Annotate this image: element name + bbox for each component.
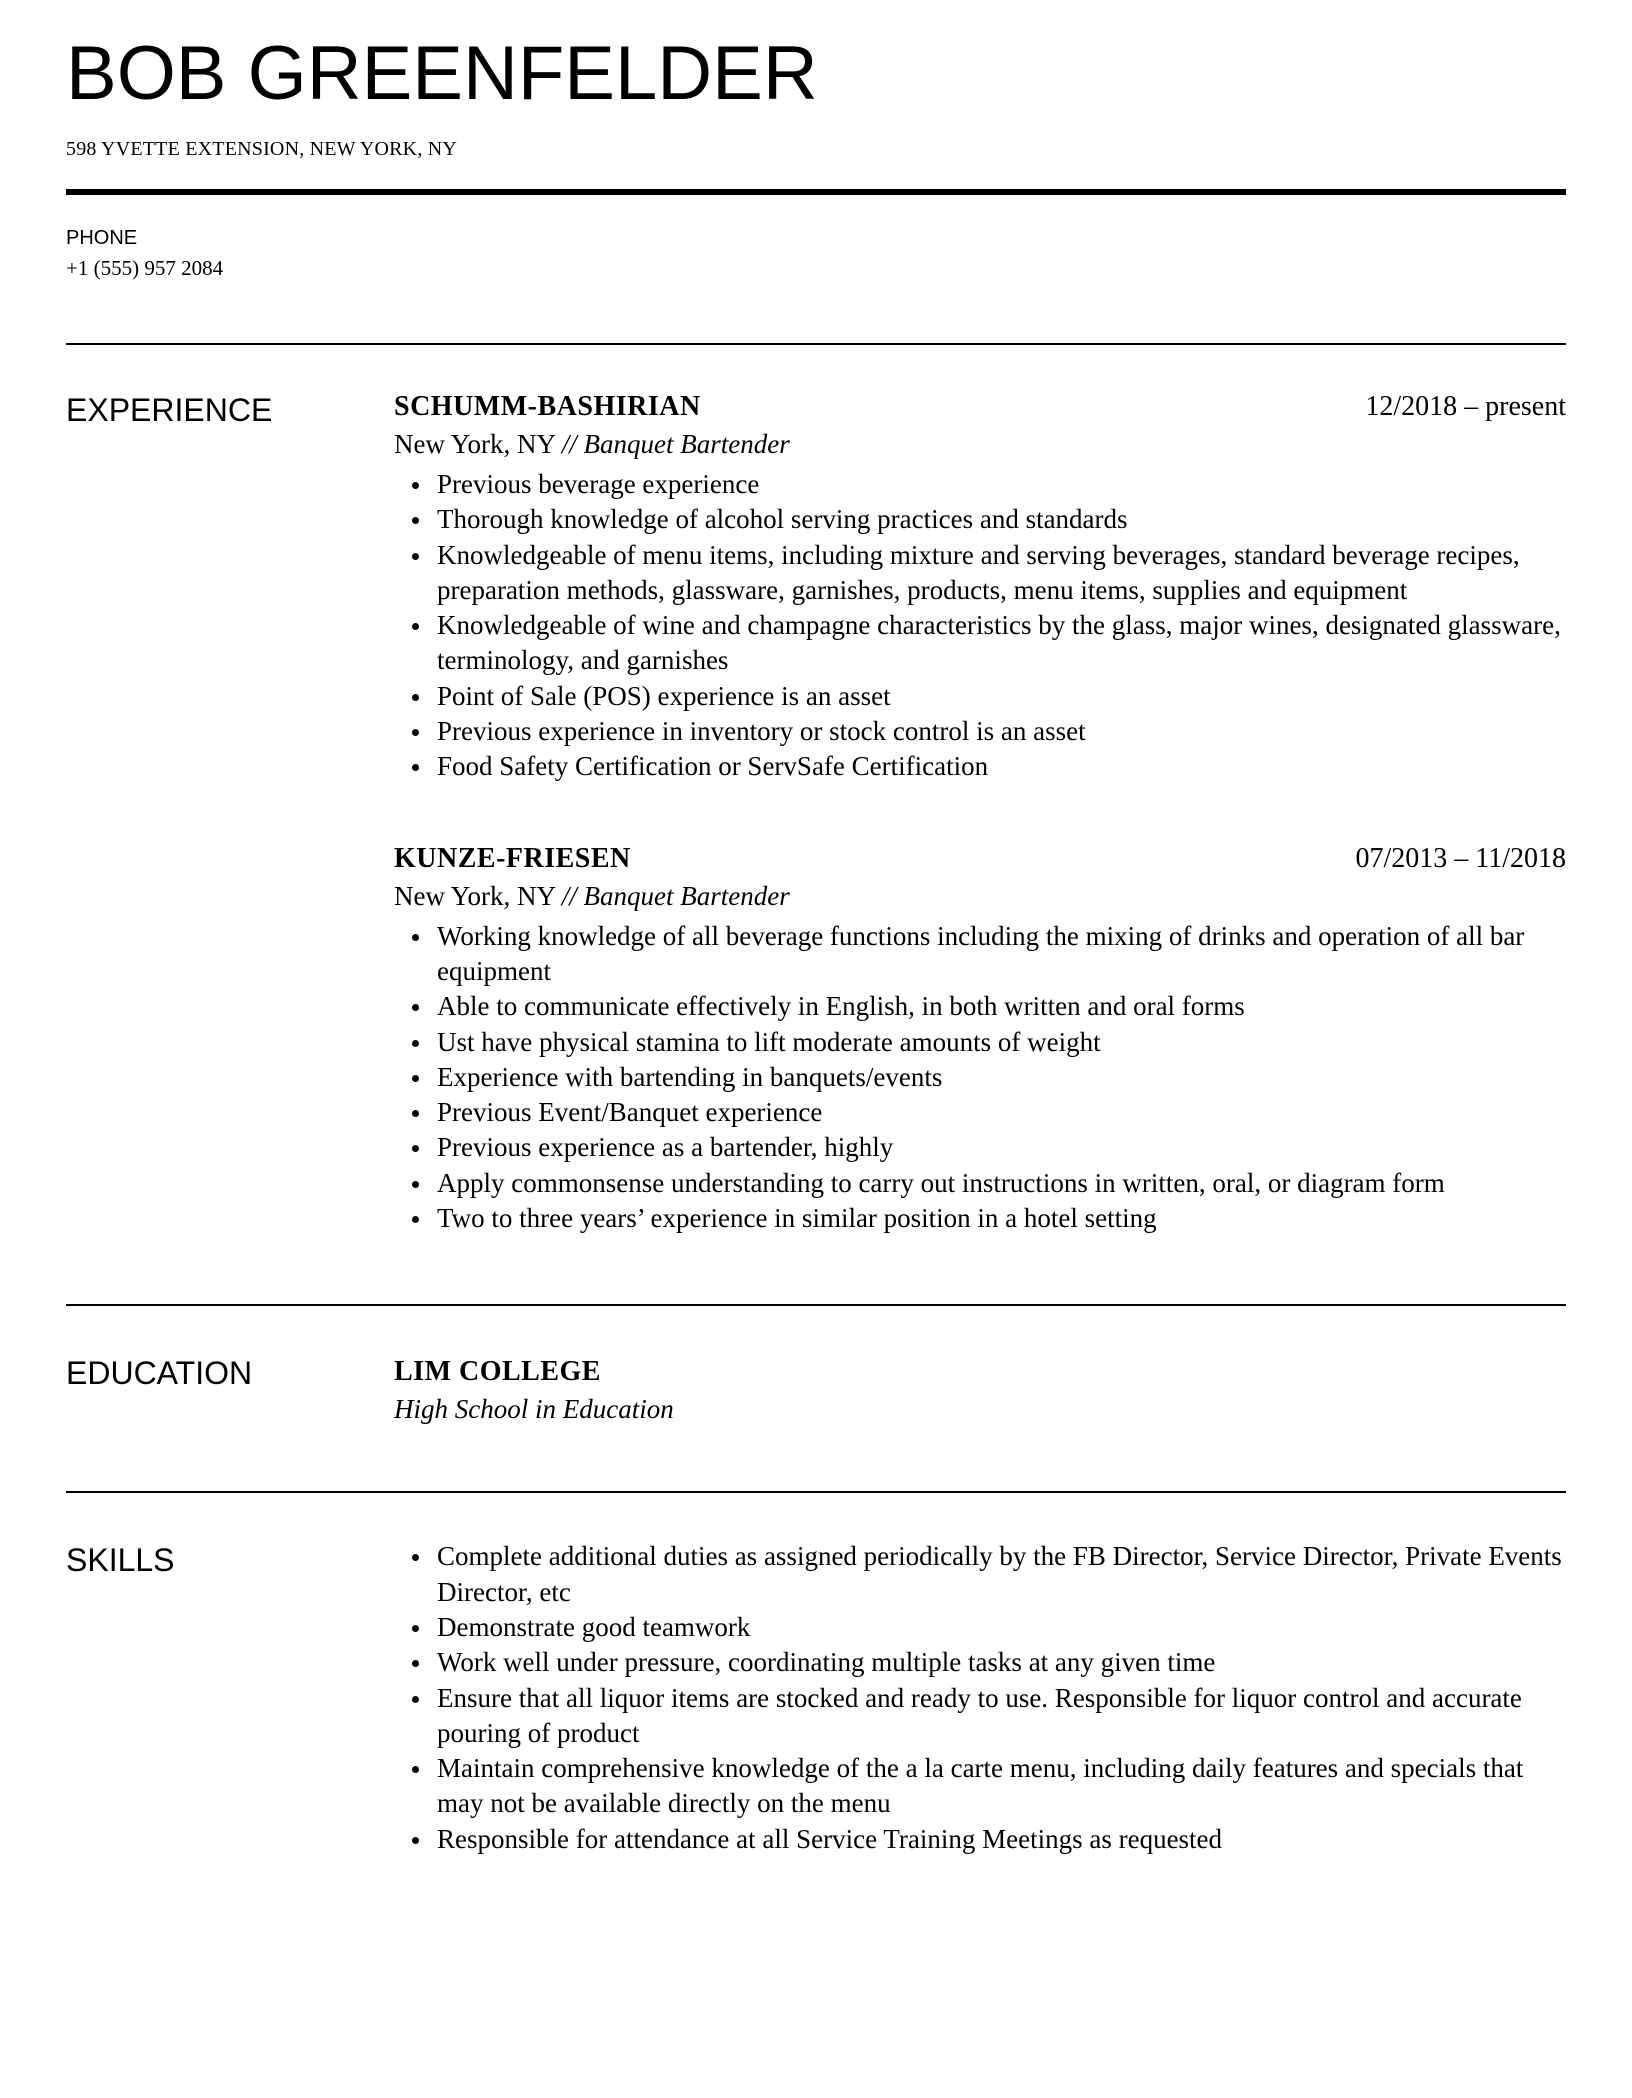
job-dates: 07/2013 – 11/2018: [1355, 842, 1566, 874]
degree: High School in Education: [394, 1394, 674, 1425]
experience-body: [394, 389, 1566, 1236]
education-body: [394, 1354, 1566, 1427]
header-divider: [66, 189, 1566, 195]
list-item: Demonstrate good teamwork: [437, 1610, 1566, 1645]
job-entry: [394, 389, 1566, 785]
list-item: Maintain comprehensive knowledge of the a la carte menu, including daily features and specials that may not be available directly on the menu: [437, 1751, 1566, 1822]
job-subline: [394, 879, 1566, 914]
list-item: Ust have physical stamina to lift moderate amounts of weight: [437, 1025, 1566, 1060]
section-divider: [66, 1304, 1566, 1306]
list-item: Apply commonsense understanding to carry out instructions in written, oral, or diagram form: [437, 1166, 1566, 1201]
job-subline: [394, 427, 1566, 462]
job-entry: [394, 841, 1566, 1237]
skills-body: [394, 1539, 1566, 1857]
school-name: LIM COLLEGE: [394, 1356, 601, 1388]
job-location: New York, NY: [394, 429, 556, 459]
list-item: Complete additional duties as assigned periodically by the FB Director, Service Director, Private Events Director, etc: [437, 1539, 1566, 1610]
skills-section: [66, 1539, 1566, 1857]
candidate-address: 598 YVETTE EXTENSION, NEW YORK, NY: [66, 138, 458, 160]
job-role: Banquet Bartender: [583, 880, 790, 911]
experience-title: EXPERIENCE: [66, 392, 273, 428]
job-header: [394, 841, 1566, 876]
candidate-name: BOB GREENFELDER: [66, 31, 818, 116]
list-item: Responsible for attendance at all Service Training Meetings as requested: [437, 1822, 1566, 1857]
education-title: EDUCATION: [66, 1355, 253, 1392]
phone-label: PHONE: [66, 227, 138, 249]
job-header: [394, 389, 1566, 424]
list-item: Two to three years’ experience in similar position in a hotel setting: [437, 1201, 1566, 1236]
section-divider: [66, 343, 1566, 345]
list-item: Able to communicate effectively in English, in both written and oral forms: [437, 989, 1566, 1024]
list-item: Thorough knowledge of alcohol serving practices and standards: [437, 502, 1566, 537]
job-separator: //: [561, 880, 577, 911]
phone-value: +1 (555) 957 2084: [66, 256, 224, 280]
job-bullets: [394, 919, 1566, 1237]
list-item: Work well under pressure, coordinating multiple tasks at any given time: [437, 1645, 1566, 1680]
job-company: KUNZE-FRIESEN: [394, 842, 631, 874]
list-item: Food Safety Certification or ServSafe Certification: [437, 749, 1566, 784]
job-bullets: [394, 467, 1566, 785]
job-separator: //: [561, 429, 577, 459]
list-item: Knowledgeable of menu items, including mixture and serving beverages, standard beverage recipes, preparation methods, glassware, garnishes, products, menu items, supplies and equipment: [437, 538, 1566, 609]
job-location: New York, NY: [394, 880, 556, 911]
list-item: Knowledgeable of wine and champagne characteristics by the glass, major wines, designated glassware, terminology, and garnishes: [437, 608, 1566, 679]
list-item: Working knowledge of all beverage functions including the mixing of drinks and operation of all bar equipment: [437, 919, 1566, 990]
skills-list: [394, 1539, 1566, 1857]
education-section: [66, 1354, 1566, 1427]
list-item: Experience with bartending in banquets/events: [437, 1060, 1566, 1095]
list-item: Previous experience as a bartender, highly: [437, 1130, 1566, 1165]
list-item: Previous Event/Banquet experience: [437, 1095, 1566, 1130]
job-dates: 12/2018 – present: [1365, 391, 1566, 422]
list-item: Ensure that all liquor items are stocked and ready to use. Responsible for liquor control and accurate pouring of product: [437, 1681, 1566, 1752]
experience-section: [66, 389, 1566, 1236]
list-item: Previous beverage experience: [437, 467, 1566, 502]
list-item: Point of Sale (POS) experience is an asset: [437, 679, 1566, 714]
section-divider: [66, 1491, 1566, 1493]
job-role: Banquet Bartender: [583, 429, 790, 459]
list-item: Previous experience in inventory or stock control is an asset: [437, 714, 1566, 749]
skills-title: SKILLS: [66, 1542, 175, 1579]
job-company: SCHUMM-BASHIRIAN: [394, 391, 701, 422]
